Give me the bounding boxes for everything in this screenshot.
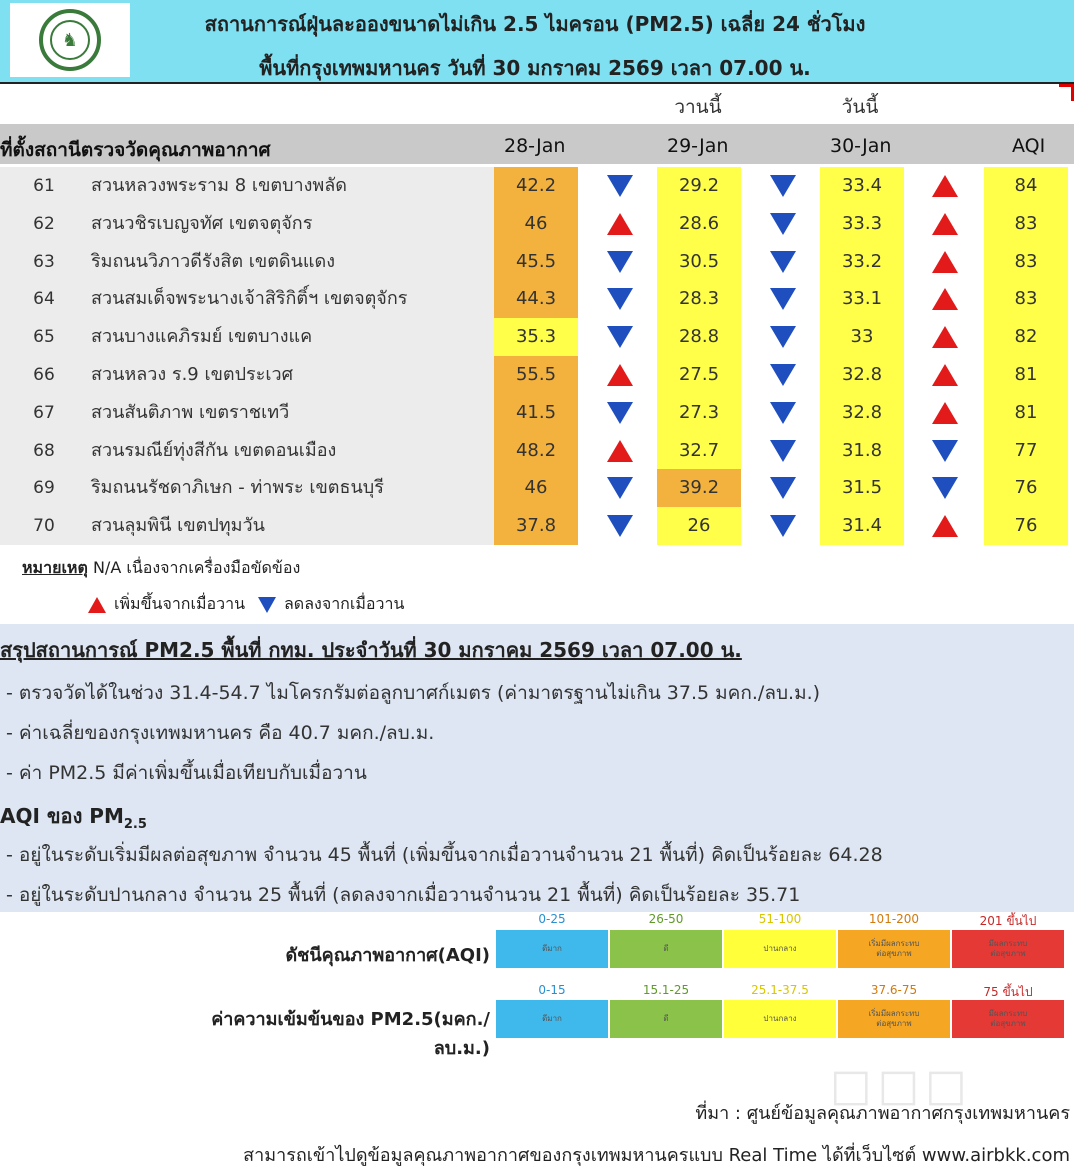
aqi-value: 83 [984,280,1068,318]
station-name: ริมถนนรัชดาภิเษก - ท่าพระ เขตธนบุรี [88,469,494,507]
up-arrow-icon [88,597,106,613]
trend-arrow [903,356,987,394]
down-arrow-icon [607,515,633,537]
pm-range-label: 0-15 [538,983,566,997]
note-text: N/A เนื่องจากเครื่องมือขัดข้อง [92,558,301,577]
trend-arrow [903,205,987,243]
trend-arrow [578,507,662,545]
up-arrow-icon [932,213,958,235]
station-number: 67 [0,394,88,432]
down-arrow-icon [770,515,796,537]
level-text-2: ต่อสุขภาพ [876,949,912,958]
value-28-jan: 35.3 [494,318,578,356]
table-row [0,167,1074,205]
station-number: 65 [0,318,88,356]
pm-scale-label: ค่าความเข้มข้นของ PM2.5(มคก./ลบ.ม.) [211,1009,490,1059]
trend-arrow [578,394,662,432]
station-name: สวนหลวง ร.9 เขตประเวศ [88,356,494,394]
station-name: สวนสันติภาพ เขตราชเทวี [88,394,494,432]
watermark: □□□ [830,1060,973,1111]
value-30-jan: 31.4 [820,507,904,545]
pm-range-label: 25.1-37.5 [751,983,809,997]
trend-arrow [741,356,825,394]
aqi-value: 77 [984,432,1068,470]
value-29-jan: 28.3 [657,280,741,318]
value-29-jan: 32.7 [657,432,741,470]
level-text: ดี [663,1014,669,1023]
yesterday-label: วานนี้ [674,96,722,118]
aqi-value: 76 [984,469,1068,507]
station-name: ริมถนนวิภาวดีรังสิต เขตดินแดง [88,243,494,281]
trend-arrow [903,394,987,432]
down-arrow-icon [770,175,796,197]
legend-up-label: เพิ่มขึ้นจากเมื่อวาน [114,594,246,613]
summary-line-3: - ค่า PM2.5 มีค่าเพิ่มขึ้นเมื่อเทียบกับเมื่อวาน [6,762,367,784]
trend-arrow [578,167,662,205]
level-text: ปานกลาง [763,1014,797,1023]
corner-mark [1059,84,1074,101]
value-28-jan: 42.2 [494,167,578,205]
aqi-line-1: - อยู่ในระดับเริ่มมีผลต่อสุขภาพ จำนวน 45 พื้นที่ (เพิ่มขึ้นจากเมื่อวานจำนวน 21 พื้นที่) คิดเป็นร้อยละ 64.28 [6,844,883,866]
aqi-value: 81 [984,356,1068,394]
trend-arrow [903,280,987,318]
value-29-jan: 29.2 [657,167,741,205]
station-number: 61 [0,167,88,205]
down-arrow-icon [607,326,633,348]
level-text: เริ่มมีผลกระทบ [868,1009,920,1018]
value-28-jan: 37.8 [494,507,578,545]
aqi-level-box [838,930,950,968]
aqi-range-label: 26-50 [648,912,684,926]
table-row [0,205,1074,243]
trend-arrow [578,280,662,318]
station-number: 63 [0,243,88,281]
trend-arrow [741,167,825,205]
aqi-column-header: AQI [1012,135,1046,157]
trend-arrow [741,318,825,356]
up-arrow-icon [932,326,958,348]
trend-arrow [903,507,987,545]
down-arrow-icon [770,477,796,499]
summary-line-1: - ตรวจวัดได้ในช่วง 31.4-54.7 ไมโครกรัมต่อลูกบาศก์เมตร (ค่ามาตรฐานไม่เกิน 37.5 มคก./ลบ.ม.) [6,682,821,704]
value-30-jan: 33.4 [820,167,904,205]
up-arrow-icon [607,213,633,235]
value-28-jan: 46 [494,205,578,243]
value-30-jan: 32.8 [820,394,904,432]
down-arrow-icon [770,288,796,310]
legend-down-label: ลดลงจากเมื่อวาน [284,594,405,613]
legend-down [258,592,404,617]
aqi-level-box [610,930,722,968]
down-arrow-icon [770,251,796,273]
aqi-value: 83 [984,205,1068,243]
up-arrow-icon [932,515,958,537]
trend-arrow [741,243,825,281]
down-arrow-icon [607,402,633,424]
up-arrow-icon [932,402,958,424]
up-arrow-icon [607,440,633,462]
trend-arrow [578,243,662,281]
level-text: ดีมาก [542,944,562,953]
up-arrow-icon [932,251,958,273]
aqi-value: 83 [984,243,1068,281]
value-28-jan: 46 [494,469,578,507]
value-30-jan: 31.8 [820,432,904,470]
down-arrow-icon [607,477,633,499]
up-arrow-icon [607,364,633,386]
table-row [0,318,1074,356]
header-subtitle: พื้นที่กรุงเทพมหานคร วันที่ 30 มกราคม 2569 เวลา 07.00 น. [259,56,811,80]
level-text-2: ต่อสุขภาพ [990,1019,1026,1028]
date2-column-header: 29-Jan [667,135,729,157]
table-row [0,356,1074,394]
trend-arrow [741,507,825,545]
up-arrow-icon [932,364,958,386]
table-row [0,432,1074,470]
value-29-jan: 26 [657,507,741,545]
aqi-range-label: 201 ขึ้นไป [979,914,1037,928]
level-text: ปานกลาง [763,944,797,953]
value-29-jan: 27.3 [657,394,741,432]
value-30-jan: 31.5 [820,469,904,507]
table-header [0,124,1074,164]
table-row [0,280,1074,318]
aqi-range-label: 0-25 [538,912,566,926]
down-arrow-icon [770,440,796,462]
down-arrow-icon [770,213,796,235]
aqi-value: 81 [984,394,1068,432]
station-number: 68 [0,432,88,470]
down-arrow-icon [770,402,796,424]
value-30-jan: 33.3 [820,205,904,243]
trend-arrow [578,318,662,356]
aqi-range-label: 51-100 [758,912,802,926]
bma-logo [10,3,130,77]
up-arrow-icon [932,288,958,310]
header-banner [0,0,1074,84]
station-name: สวนรมณีย์ทุ่งสีกัน เขตดอนเมือง [88,432,494,470]
down-arrow-icon [607,251,633,273]
aqi-value: 76 [984,507,1068,545]
pm-range-label: 15.1-25 [642,983,690,997]
trend-arrow [741,394,825,432]
value-29-jan: 30.5 [657,243,741,281]
value-28-jan: 48.2 [494,432,578,470]
aqi-value: 84 [984,167,1068,205]
aqi-line-2: - อยู่ในระดับปานกลาง จำนวน 25 พื้นที่ (ลดลงจากเมื่อวานจำนวน 21 พื้นที่) คิดเป็นร้อยละ 35.71 [6,884,801,906]
trend-arrow [903,469,987,507]
value-29-jan: 39.2 [657,469,741,507]
value-28-jan: 41.5 [494,394,578,432]
aqi-level-box [724,930,836,968]
summary-line-2: - ค่าเฉลี่ยของกรุงเทพมหานคร คือ 40.7 มคก./ลบ.ม. [6,722,435,744]
station-name: สวนหลวงพระราม 8 เขตบางพลัด [88,167,494,205]
station-name: สวนสมเด็จพระนางเจ้าสิริกิติ์ฯ เขตจตุจักร [88,280,494,318]
station-number: 62 [0,205,88,243]
station-name: สวนวชิรเบญจทัศ เขตจตุจักร [88,205,494,243]
level-text-2: ต่อสุขภาพ [990,949,1026,958]
value-30-jan: 33 [820,318,904,356]
value-28-jan: 55.5 [494,356,578,394]
note-label: หมายเหตุ [22,558,88,577]
date3-column-header: 30-Jan [830,135,892,157]
value-28-jan: 44.3 [494,280,578,318]
value-30-jan: 32.8 [820,356,904,394]
table-row [0,243,1074,281]
table-row [0,469,1074,507]
trend-arrow [578,356,662,394]
level-text: มีผลกระทบ [988,939,1028,948]
level-text: มีผลกระทบ [988,1009,1028,1018]
trend-arrow [903,167,987,205]
station-number: 69 [0,469,88,507]
value-30-jan: 33.2 [820,243,904,281]
level-text: เริ่มมีผลกระทบ [868,939,920,948]
station-name: สวนบางแคภิรมย์ เขตบางแค [88,318,494,356]
value-30-jan: 33.1 [820,280,904,318]
value-29-jan: 28.8 [657,318,741,356]
down-arrow-icon [932,477,958,499]
today-label: วันนี้ [841,96,879,118]
aqi-level-box [496,930,608,968]
footer-text: สามารถเข้าไปดูข้อมูลคุณภาพอากาศของกรุงเทพมหานครแบบ Real Time ได้ที่เว็บไซต์ www.airbkk.com [243,1145,1070,1166]
date1-column-header: 28-Jan [504,135,566,157]
aqi-level-box [952,930,1064,968]
down-arrow-icon [770,326,796,348]
pm-level-box [838,1000,950,1038]
trend-arrow [741,280,825,318]
down-arrow-icon [932,440,958,462]
legend-up [88,592,245,617]
table-row [0,394,1074,432]
aqi-value: 82 [984,318,1068,356]
aqi-range-label: 101-200 [868,912,920,926]
value-29-jan: 28.6 [657,205,741,243]
trend-arrow [578,432,662,470]
pm-level-box [496,1000,608,1038]
trend-arrow [741,469,825,507]
station-number: 64 [0,280,88,318]
trend-arrow [578,469,662,507]
seal-icon: ♞ [39,9,101,71]
pm-level-box [610,1000,722,1038]
pm-range-label: 75 ขึ้นไป [983,985,1033,999]
value-28-jan: 45.5 [494,243,578,281]
level-text: ดี [663,944,669,953]
summary-section [0,624,1074,912]
down-arrow-icon [607,175,633,197]
trend-arrow [903,318,987,356]
aqi-title: AQI ของ $PM_{2.5}$ [0,804,147,832]
down-arrow-icon [770,364,796,386]
header-title: สถานการณ์ฝุ่นละอองขนาดไม่เกิน 2.5 ไมครอน (PM2.5) เฉลี่ย 24 ชั่วโมง [204,12,866,36]
pm-range-label: 37.6-75 [870,983,918,997]
up-arrow-icon [932,175,958,197]
down-arrow-icon [258,597,276,613]
pm-level-box [724,1000,836,1038]
pm-level-box [952,1000,1064,1038]
level-text-2: ต่อสุขภาพ [876,1019,912,1028]
note [22,556,300,581]
station-column-header: ที่ตั้งสถานีตรวจวัดคุณภาพอากาศ [0,139,271,161]
trend-arrow [578,205,662,243]
station-number: 66 [0,356,88,394]
summary-title: สรุปสถานการณ์ PM2.5 พื้นที่ กทม. ประจำวันที่ 30 มกราคม 2569 เวลา 07.00 น. [0,638,742,662]
value-29-jan: 27.5 [657,356,741,394]
table-row [0,507,1074,545]
trend-arrow [903,243,987,281]
trend-arrow [903,432,987,470]
down-arrow-icon [607,288,633,310]
trend-arrow [741,432,825,470]
aqi-scale-label: ดัชนีคุณภาพอากาศ(AQI) [285,945,490,966]
source-text: ที่มา : ศูนย์ข้อมูลคุณภาพอากาศกรุงเทพมหานคร [695,1103,1070,1124]
station-name: สวนลุมพินี เขตปทุมวัน [88,507,494,545]
level-text: ดีมาก [542,1014,562,1023]
station-number: 70 [0,507,88,545]
trend-arrow [741,205,825,243]
